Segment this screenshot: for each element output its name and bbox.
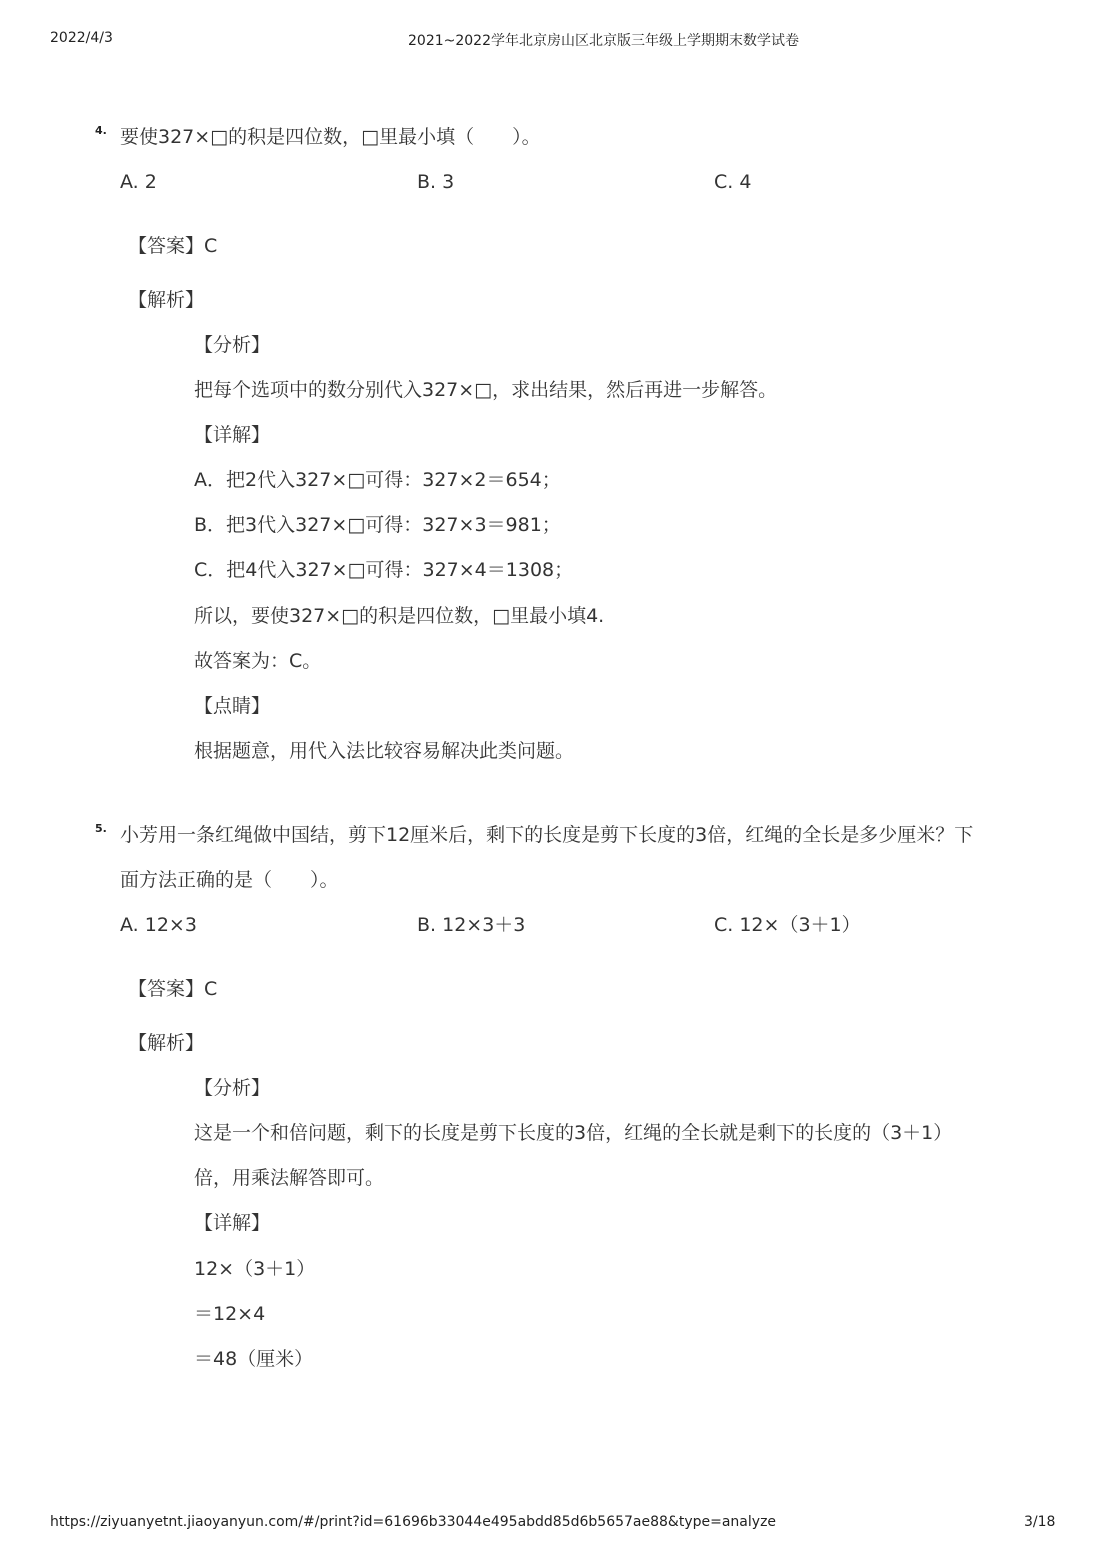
xiangjie-line: B．把3代入327×□可得：327×3＝981； xyxy=(194,514,561,536)
option-c: C. 12×（3＋1） xyxy=(714,914,861,936)
fenxi-heading: 【分析】 xyxy=(194,1077,271,1099)
xiangjie-heading: 【详解】 xyxy=(194,424,271,446)
xiangjie-line: 故答案为：C。 xyxy=(194,650,322,672)
answer-label: 【答案】C xyxy=(128,978,218,1000)
question-number: 5. xyxy=(95,822,107,835)
analysis-heading: 【解析】 xyxy=(128,289,205,311)
option-c: C. 4 xyxy=(714,171,752,193)
answer-label: 【答案】C xyxy=(128,235,218,257)
xiangjie-line: ＝12×4 xyxy=(194,1303,266,1325)
dianjing-text: 根据题意，用代入法比较容易解决此类问题。 xyxy=(194,740,575,762)
question-number: 4. xyxy=(95,124,107,137)
print-date: 2022/4/3 xyxy=(50,30,113,46)
question-stem: 要使327×□的积是四位数，□里最小填（ ）。 xyxy=(120,126,541,148)
xiangjie-line: 所以，要使327×□的积是四位数，□里最小填4. xyxy=(194,605,605,627)
option-a: A. 2 xyxy=(120,171,157,193)
dianjing-heading: 【点睛】 xyxy=(194,695,271,717)
question-stem: 小芳用一条红绳做中国结，剪下12厘米后，剩下的长度是剪下长度的3倍，红绳的全长是多少厘米？下 xyxy=(120,824,974,846)
option-a: A. 12×3 xyxy=(120,914,197,936)
xiangjie-line: ＝48（厘米） xyxy=(194,1348,314,1370)
option-b: B. 3 xyxy=(417,171,455,193)
analysis-heading: 【解析】 xyxy=(128,1032,205,1054)
document-title: 2021~2022学年北京房山区北京版三年级上学期期末数学试卷 xyxy=(408,33,799,49)
xiangjie-line: 12×（3＋1） xyxy=(194,1258,316,1280)
fenxi-heading: 【分析】 xyxy=(194,334,271,356)
fenxi-text: 这是一个和倍问题，剩下的长度是剪下长度的3倍，红绳的全长就是剩下的长度的（3＋1） xyxy=(194,1122,953,1144)
xiangjie-line: C．把4代入327×□可得：327×4＝1308； xyxy=(194,559,574,581)
question-stem-continued: 面方法正确的是（ ）。 xyxy=(120,869,339,891)
fenxi-text-continued: 倍，用乘法解答即可。 xyxy=(194,1167,385,1189)
fenxi-text: 把每个选项中的数分别代入327×□，求出结果，然后再进一步解答。 xyxy=(194,379,778,401)
xiangjie-heading: 【详解】 xyxy=(194,1212,271,1234)
page-url: https://ziyuanyetnt.jiaoyanyun.com/#/print?id=61696b33044e495abdd85d6b5657ae88&type=analyze xyxy=(50,1514,777,1530)
page-number: 3/18 xyxy=(1024,1514,1056,1530)
option-b: B. 12×3＋3 xyxy=(417,914,526,936)
xiangjie-line: A．把2代入327×□可得：327×2＝654； xyxy=(194,469,561,491)
